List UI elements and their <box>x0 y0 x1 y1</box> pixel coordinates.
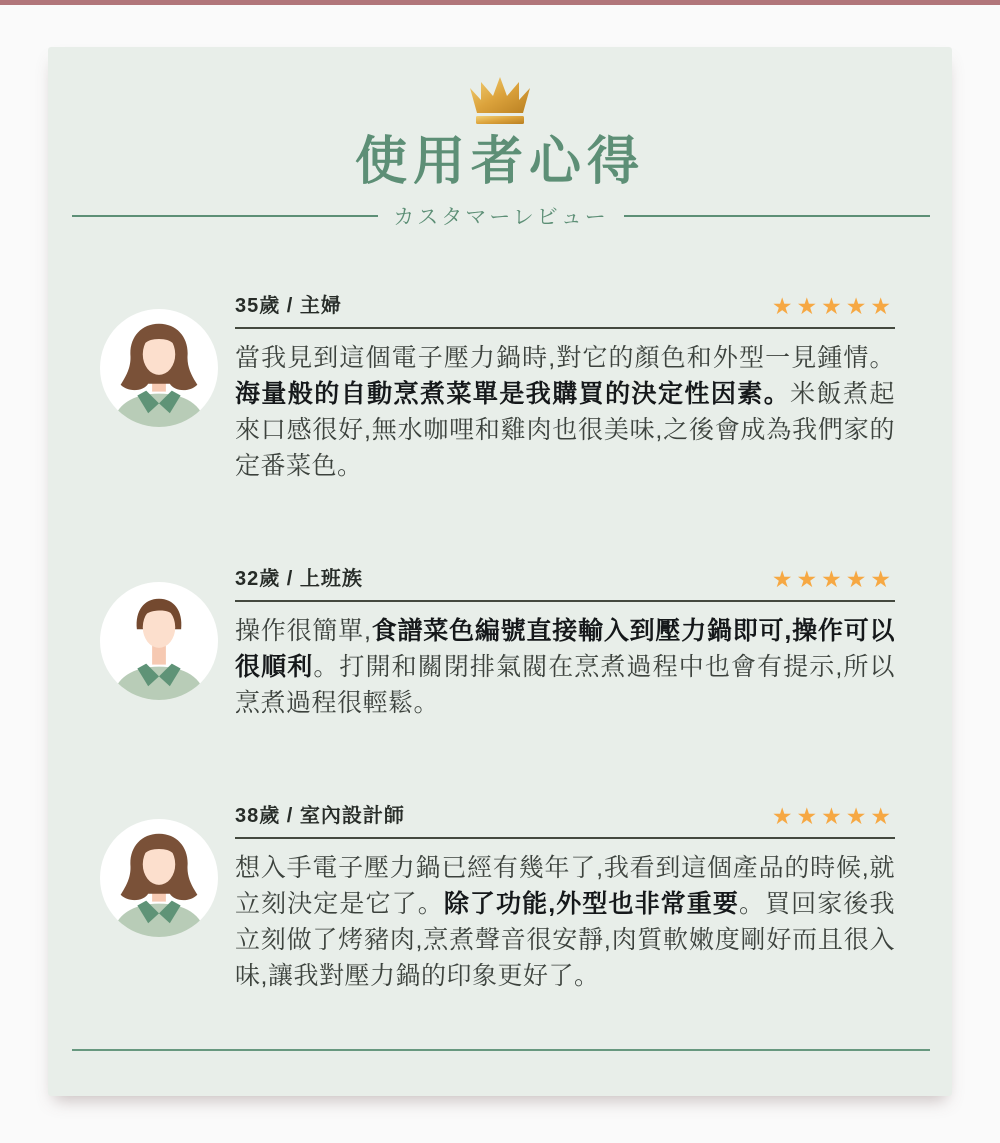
star-rating: ★★★★★ <box>771 566 895 593</box>
review-text: 想入手電子壓力鍋已經有幾年了,我看到這個產品的時候,就立刻決定是它了。除了功能,外型也非常重要。買回家後我立刻做了烤豬肉,烹煮聲音很安靜,肉質軟嫩度剛好而且很入味,讓我對壓力鍋的印象更好了。 <box>235 854 895 991</box>
top-accent-bar <box>0 0 1000 5</box>
reviewer-profile: 35歲 / 主婦 <box>235 295 342 318</box>
person-avatar-icon <box>100 582 218 700</box>
review-header <box>235 289 895 329</box>
reviewer-avatar <box>100 819 218 937</box>
review-content <box>235 289 895 484</box>
reviewer-avatar <box>100 582 218 700</box>
review-text: 當我見到這個電子壓力鍋時,對它的顏色和外型一見鍾情。海量般的自動烹煮菜單是我購買的決定性因素。米飯煮起來口感很好,無水咖哩和雞肉也很美味,之後會成為我們家的定番菜色。 <box>235 344 895 481</box>
star-rating: ★★★★★ <box>771 293 895 320</box>
testimonial-panel <box>48 47 952 1096</box>
review-header <box>235 799 895 839</box>
divider-line-left <box>72 215 378 217</box>
review-text: 操作很簡單,食譜菜色編號直接輸入到壓力鍋即可,操作可以很順利。打開和關閉排氣閥在烹煮過程中也會有提示,所以烹煮過程很輕鬆。 <box>235 617 896 718</box>
review-item <box>48 562 952 721</box>
star-rating: ★★★★★ <box>771 803 895 830</box>
subtitle-divider <box>72 201 930 231</box>
reviews-list <box>48 289 952 994</box>
page-subtitle: カスタマーレビュー <box>393 206 609 230</box>
reviewer-profile: 32歲 / 上班族 <box>235 568 363 591</box>
review-content <box>235 799 895 994</box>
crown-icon <box>466 77 534 127</box>
review-item <box>48 289 952 484</box>
divider-line-right <box>624 215 930 217</box>
review-content <box>235 562 895 721</box>
bottom-divider <box>72 1049 930 1051</box>
page-title: 使用者心得 <box>354 133 645 191</box>
review-item <box>48 799 952 994</box>
reviewer-avatar <box>100 309 218 427</box>
review-header <box>235 562 895 602</box>
person-avatar-icon <box>100 309 218 427</box>
person-avatar-icon <box>100 819 218 937</box>
reviewer-profile: 38歲 / 室內設計師 <box>235 805 405 828</box>
